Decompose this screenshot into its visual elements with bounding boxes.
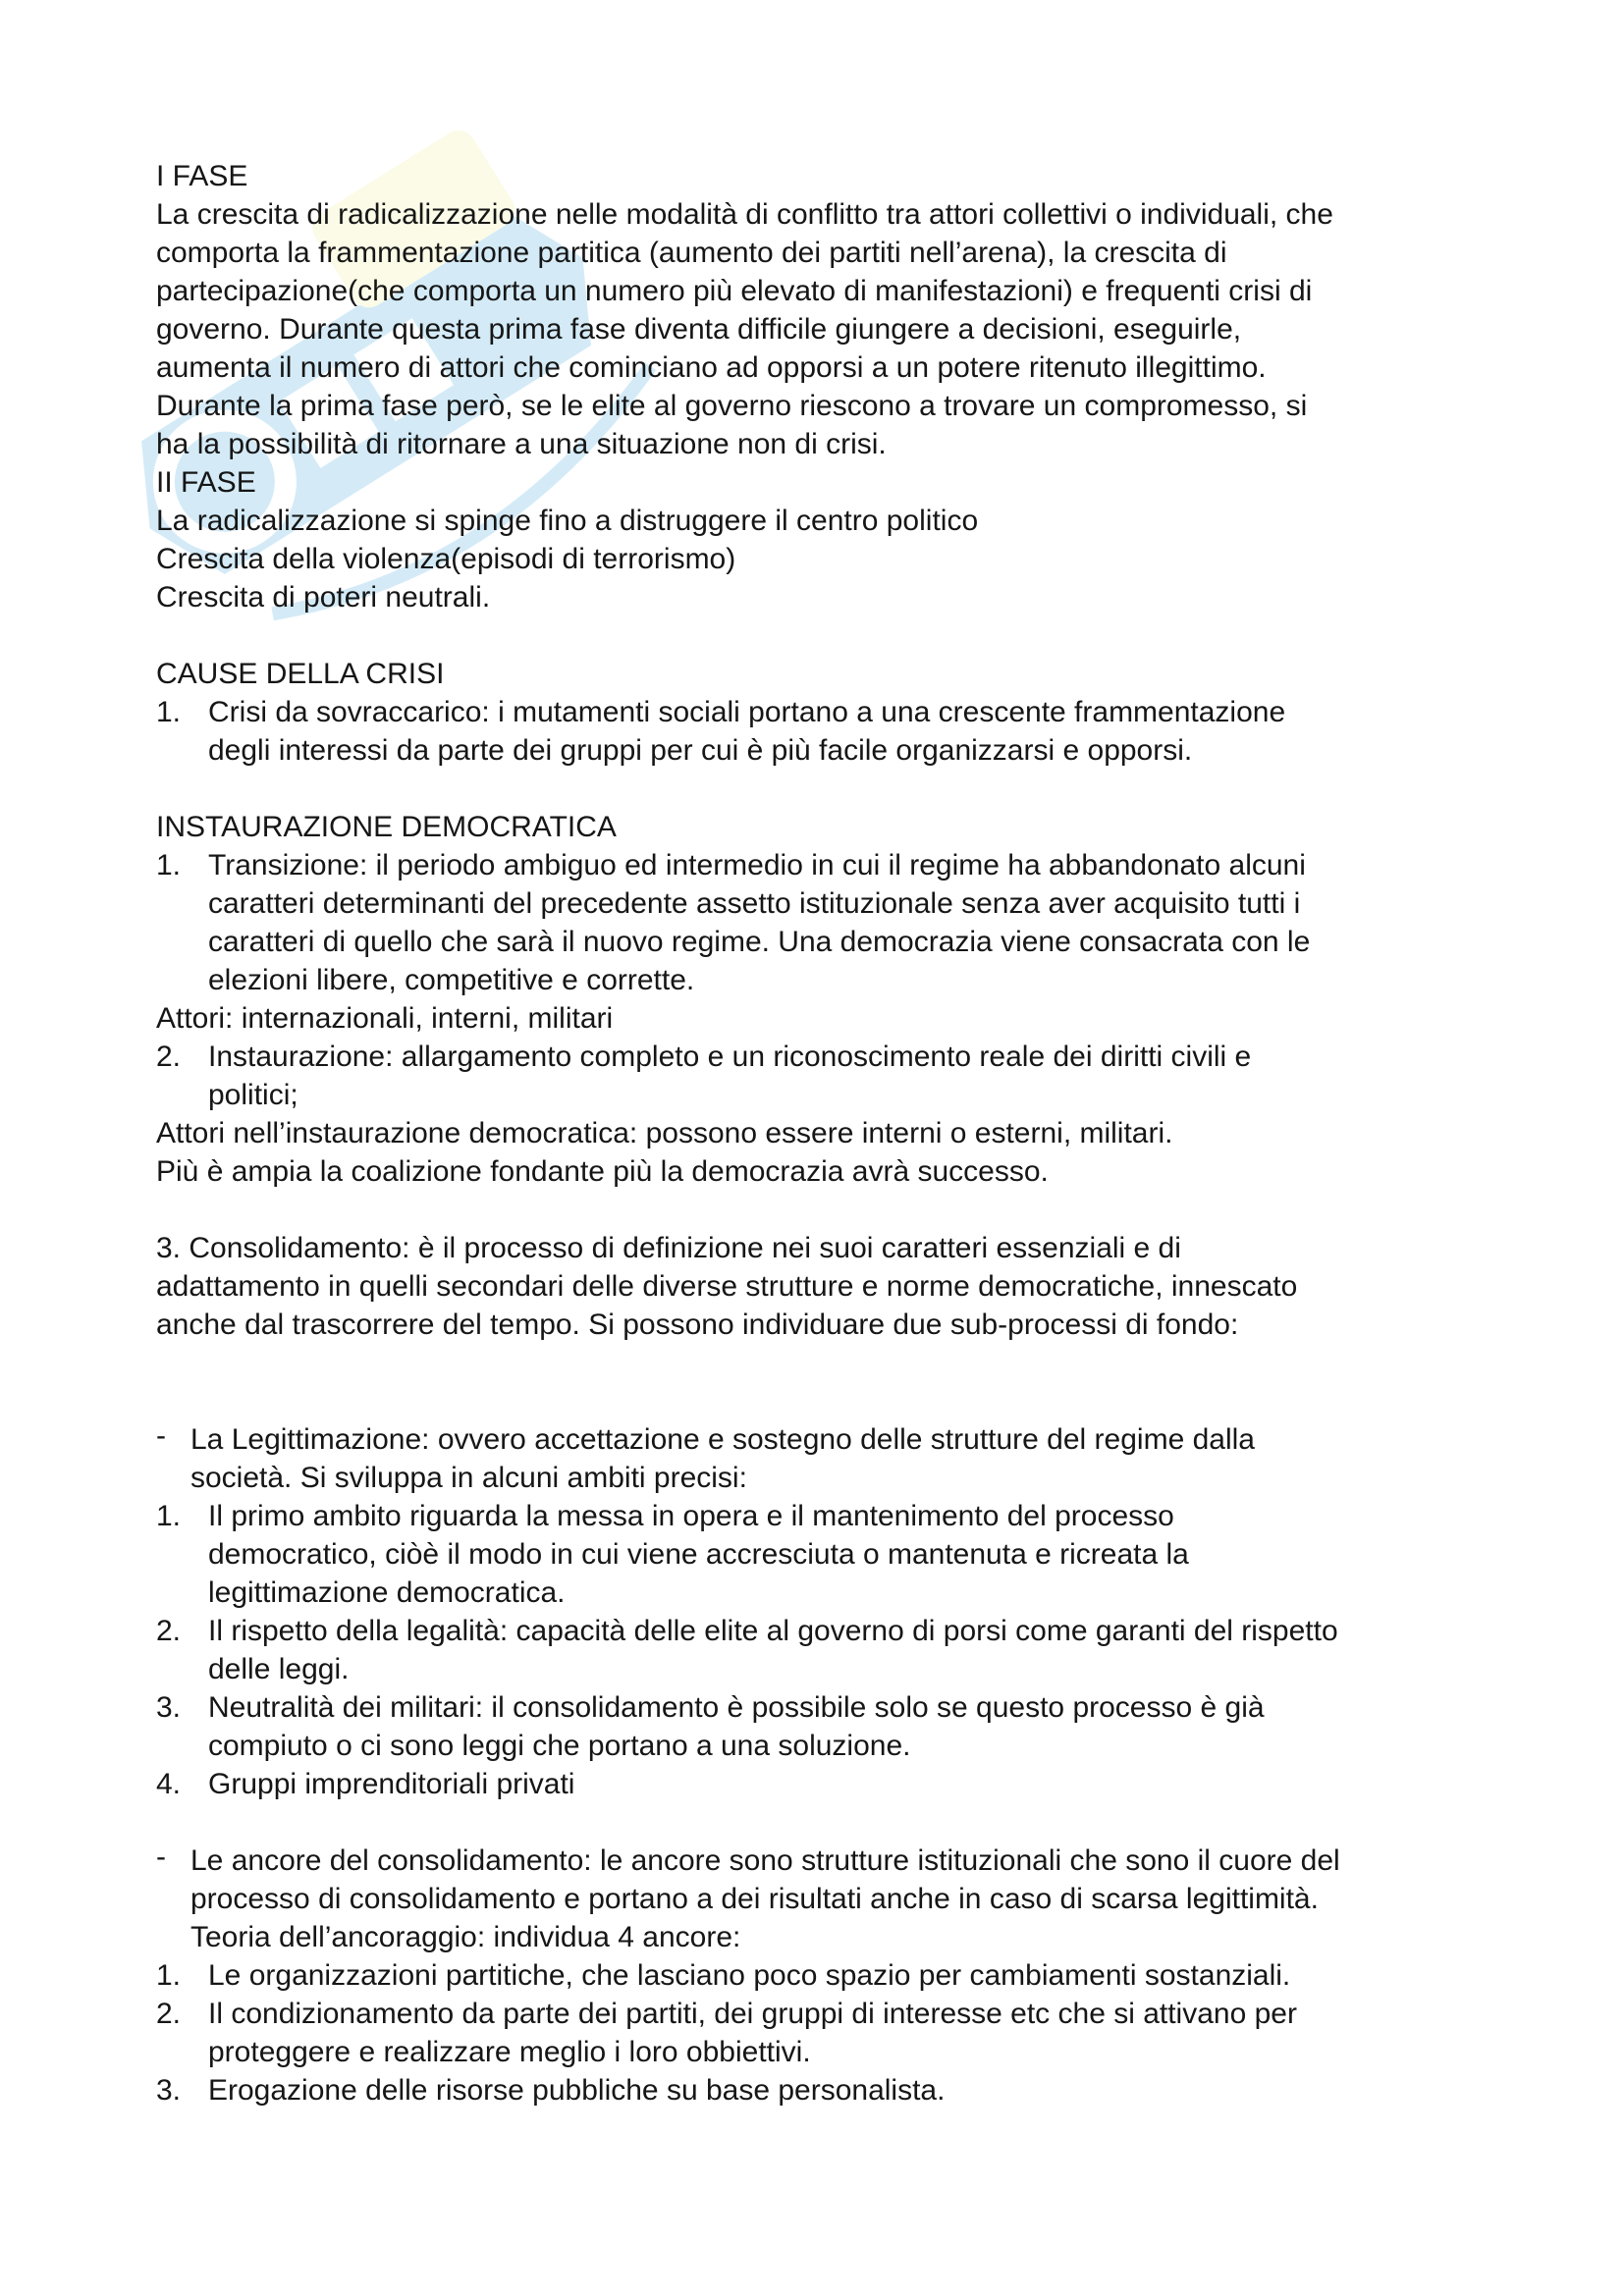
section-heading-cause: CAUSE DELLA CRISI <box>156 658 445 690</box>
list-marker: 2. <box>156 1615 182 1647</box>
paragraph-line: adattamento in quelli secondari delle diverse strutture e norme democratiche, innescato <box>156 1270 1298 1303</box>
list-item-line: Neutralità dei militari: il consolidamento è possibile solo se questo processo è già <box>208 1691 1265 1724</box>
spacer <box>156 1344 1491 1420</box>
list-item-line: democratico, ciòè il modo in cui viene accresciuta o mantenuta e ricreata la <box>208 1538 1189 1571</box>
paragraph-line: partecipazione(che comporta un numero più elevato di manifestazioni) e frequenti crisi di <box>156 275 1313 307</box>
list-item-line: elezioni libere, competitive e corrette. <box>208 964 695 996</box>
paragraph-line: Durante la prima fase però, se le elite al governo riescono a trovare un compromesso, si <box>156 390 1308 422</box>
list-item <box>156 1765 1491 1803</box>
spacer <box>156 1803 1491 1842</box>
section-i-fase-paragraph <box>156 195 1491 463</box>
spacer <box>156 616 1491 655</box>
list-item <box>156 846 1491 999</box>
list-item <box>156 693 1491 770</box>
paragraph-line: La crescita di radicalizzazione nelle modalità di conflitto tra attori collettivi o individuali, che <box>156 198 1333 231</box>
section-heading-ii-fase: II FASE <box>156 466 256 499</box>
list-item-line: compiuto o ci sono leggi che portano a una soluzione. <box>208 1730 911 1762</box>
paragraph-line: Crescita della violenza(episodi di terrorismo) <box>156 543 736 575</box>
list-item-line: degli interessi da parte dei gruppi per cui è più facile organizzarsi e opporsi. <box>208 734 1193 767</box>
list-item-line: società. Si sviluppa in alcuni ambiti precisi: <box>190 1462 747 1494</box>
list-item-line: La Legittimazione: ovvero accettazione e sostegno delle strutture del regime dalla <box>190 1423 1255 1456</box>
list-item-line: Teoria dell’ancoraggio: individua 4 ancore: <box>190 1921 741 1953</box>
list-item-line: Crisi da sovraccarico: i mutamenti sociali portano a una crescente frammentazione <box>208 696 1286 728</box>
list-marker: 1. <box>156 696 182 728</box>
spacer <box>156 770 1491 808</box>
list-item <box>156 1956 1491 1995</box>
list-item-line: Le organizzazioni partitiche, che lasciano poco spazio per cambiamenti sostanziali. <box>208 1959 1291 1992</box>
list-item-line: Le ancore del consolidamento: le ancore sono strutture istituzionali che sono il cuore del <box>190 1844 1340 1877</box>
paragraph-line: Crescita di poteri neutrali. <box>156 581 491 614</box>
list-item-line: proteggere e realizzare meglio i loro obbiettivi. <box>208 2036 811 2068</box>
paragraph-line: comporta la frammentazione partitica (aumento dei partiti nell’arena), la crescita di <box>156 237 1227 269</box>
list-item-line: caratteri determinanti del precedente assetto istituzionale senza aver acquisito tutti i <box>208 887 1301 920</box>
list-item-line: legittimazione democratica. <box>208 1576 566 1609</box>
list-item-line: processo di consolidamento e portano a dei risultati anche in caso di scarsa legittimità. <box>190 1883 1319 1915</box>
list-item-line: Il condizionamento da parte dei partiti, dei gruppi di interesse etc che si attivano per <box>208 1998 1297 2030</box>
list-item-line: delle leggi. <box>208 1653 350 1685</box>
attori-line: Attori: internazionali, interni, militari <box>156 1002 614 1035</box>
paragraph-line: governo. Durante questa prima fase diventa difficile giungere a decisioni, eseguirle, <box>156 313 1242 346</box>
list-marker: 1. <box>156 849 182 881</box>
list-item-line: Instaurazione: allargamento completo e un riconoscimento reale dei diritti civili e <box>208 1041 1252 1073</box>
list-item <box>156 1688 1491 1765</box>
dash-marker: - <box>156 1841 166 1873</box>
list-marker: 2. <box>156 1041 182 1073</box>
spacer <box>156 1191 1491 1229</box>
dash-list-item-legittimazione <box>156 1420 1491 1497</box>
list-marker: 1. <box>156 1500 182 1532</box>
paragraph-line: 3. Consolidamento: è il processo di definizione nei suoi caratteri essenziali e di <box>156 1232 1181 1264</box>
section-heading-instaurazione: INSTAURAZIONE DEMOCRATICA <box>156 811 617 843</box>
list-item-line: Transizione: il periodo ambiguo ed intermedio in cui il regime ha abbandonato alcuni <box>208 849 1306 881</box>
coalizione-line: Più è ampia la coalizione fondante più la democrazia avrà successo. <box>156 1155 1049 1188</box>
document-body <box>156 157 1491 2109</box>
list-marker: 3. <box>156 2074 182 2107</box>
section-heading-i-fase: I FASE <box>156 160 248 192</box>
list-item <box>156 1995 1491 2071</box>
consolidamento-paragraph <box>156 1229 1491 1344</box>
paragraph-line: ha la possibilità di ritornare a una situazione non di crisi. <box>156 428 887 460</box>
list-item <box>156 1612 1491 1688</box>
list-marker: 4. <box>156 1768 182 1800</box>
section-ii-fase-paragraph <box>156 502 1491 616</box>
list-item-line: Erogazione delle risorse pubbliche su base personalista. <box>208 2074 946 2107</box>
list-item-line: caratteri di quello che sarà il nuovo regime. Una democrazia viene consacrata con le <box>208 926 1311 958</box>
list-item-line: Gruppi imprenditoriali privati <box>208 1768 575 1800</box>
list-marker: 2. <box>156 1998 182 2030</box>
list-item <box>156 1038 1491 1114</box>
list-item-line: Il rispetto della legalità: capacità delle elite al governo di porsi come garanti del rispetto <box>208 1615 1338 1647</box>
list-item <box>156 1497 1491 1612</box>
list-marker: 3. <box>156 1691 182 1724</box>
list-item <box>156 2071 1491 2109</box>
list-marker: 1. <box>156 1959 182 1992</box>
attori-line: Attori nell’instaurazione democratica: possono essere interni o esterni, militari. <box>156 1117 1173 1149</box>
dash-marker: - <box>156 1419 166 1452</box>
list-item-line: politici; <box>208 1079 298 1111</box>
list-item-line: Il primo ambito riguarda la messa in opera e il mantenimento del processo <box>208 1500 1174 1532</box>
paragraph-line: aumenta il numero di attori che cominciano ad opporsi a un potere ritenuto illegittimo. <box>156 351 1267 384</box>
paragraph-line: La radicalizzazione si spinge fino a distruggere il centro politico <box>156 505 979 537</box>
paragraph-line: anche dal trascorrere del tempo. Si possono individuare due sub-processi di fondo: <box>156 1308 1239 1341</box>
dash-list-item-ancore <box>156 1842 1491 1956</box>
